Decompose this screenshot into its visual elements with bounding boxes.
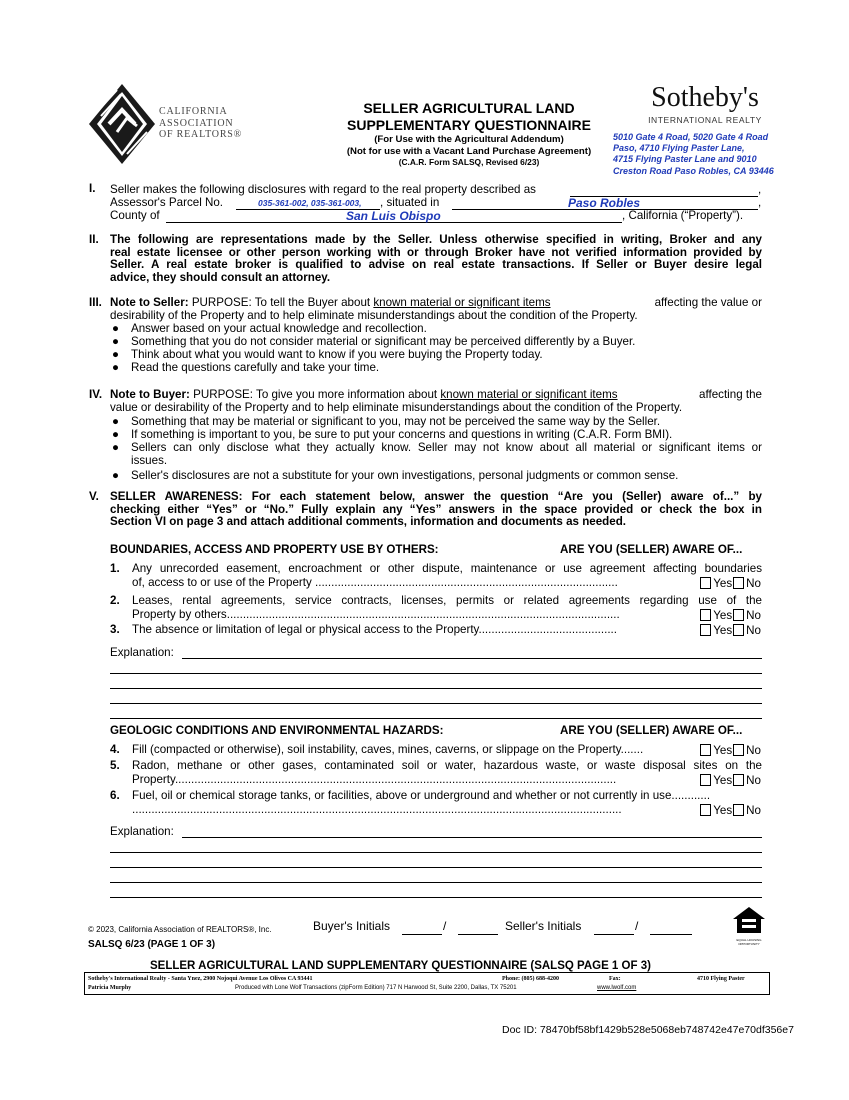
car-logo-line2: ASSOCIATION	[159, 117, 234, 129]
copyright: © 2023, California Association of REALTORS®, Inc.	[88, 925, 272, 934]
subtitle-line2: (Not for use with a Vacant Land Purchase Agreement)	[346, 145, 592, 157]
question-4-yes-checkbox[interactable]	[700, 744, 711, 756]
form-title	[320, 100, 618, 168]
footer-produced-with: Produced with Lone Wolf Transactions (zipForm Edition) 717 N Harwood St, Suite 2200, Dallas, TX 75201	[235, 985, 517, 991]
section-1-line1: Seller makes the following disclosures with regard to the real property described as	[110, 183, 536, 196]
address-line-2: Paso, 4710 Flying Paster Lane,	[613, 143, 745, 154]
explanation-1-line-1[interactable]	[182, 658, 762, 659]
question-6-answer: Yes No	[700, 804, 761, 818]
group-2-aware-heading: ARE YOU (SELLER) AWARE OF...	[560, 724, 743, 737]
seller-initials-field-1[interactable]	[594, 934, 634, 935]
question-5-text-cont: Property.........................................................................................................................................	[132, 774, 617, 786]
question-1-text: Any unrecorded easement, encroachment or other dispute, maintenance or use agreement affecting boundaries	[132, 562, 762, 575]
seller-bullet-2: Something that you do not consider material or significant may be perceived differently by a Buyer.	[131, 335, 636, 348]
address-line-3: 4715 Flying Paster Lane and 9010	[613, 154, 757, 165]
question-2-no-checkbox[interactable]	[733, 609, 744, 621]
buyer-bullet-1: Something that may be material or significant to you, may not be perceived the same way by the Seller.	[131, 415, 661, 428]
question-5-no-checkbox[interactable]	[733, 774, 744, 786]
subtitle-line3: (C.A.R. Form SALSQ, Revised 6/23)	[398, 157, 540, 167]
apn-label: Assessor's Parcel No.	[110, 196, 224, 209]
seller-bullet-4: Read the questions carefully and take your time.	[131, 361, 380, 374]
footer-fax: Fax:	[609, 976, 621, 982]
question-1-no-checkbox[interactable]	[733, 577, 744, 589]
question-5-yes-checkbox[interactable]	[700, 774, 711, 786]
explanation-2-label: Explanation:	[110, 825, 174, 838]
section-3-number: III.	[89, 296, 102, 309]
explanation-1-line-2[interactable]	[110, 673, 762, 674]
section-3-text: Note to Seller: PURPOSE: To tell the Buyer about known material or significant items affecting the value or desirability of the Property and to help eliminate misunderstandings about the condition of the Property.	[110, 296, 762, 322]
california-label: , California (“Property”).	[622, 209, 744, 222]
city-value: Paso Robles	[568, 196, 641, 210]
seller-initials-label: Seller's Initials	[505, 919, 582, 933]
seller-bullet-3: Think about what you would want to know if you were buying the Property today.	[131, 348, 543, 361]
explanation-2-line-5[interactable]	[110, 897, 762, 898]
seller-bullet-1: Answer based on your actual knowledge and recollection.	[131, 322, 427, 335]
footer-info-box	[84, 972, 770, 995]
question-2-text: Leases, rental agreements, service contracts, licenses, permits or related agreements regarding use of the	[132, 594, 762, 607]
footer-property: 4710 Flying Paster	[697, 976, 745, 982]
question-1-answer: Yes No	[700, 577, 761, 591]
brokerage-logo	[630, 82, 780, 126]
seller-initials-field-2[interactable]	[650, 934, 692, 935]
brokerage-name: Sotheby's	[651, 82, 759, 113]
buyer-initials-label: Buyer's Initials	[313, 919, 390, 933]
explanation-1-line-4[interactable]	[110, 703, 762, 704]
buyer-bullet-3-cont: issues.	[131, 454, 168, 467]
situated-label: , situated in	[380, 196, 440, 209]
question-6-yes-checkbox[interactable]	[700, 804, 711, 816]
equal-housing-icon	[732, 906, 766, 934]
car-logo	[87, 82, 267, 167]
group-1-heading: BOUNDARIES, ACCESS AND PROPERTY USE BY OTHERS:	[110, 543, 439, 556]
car-logo-line3: OF REALTORS®	[159, 129, 243, 140]
equal-housing-logo: EQUAL HOUSING OPPORTUNITY	[726, 906, 772, 946]
question-2-text-cont: Property by others..........................................................................................................................	[132, 609, 620, 621]
explanation-2-line-3[interactable]	[110, 867, 762, 868]
brokerage-tagline: INTERNATIONAL REALTY	[648, 115, 762, 125]
footer-brokerage-address: Sotheby's International Realty - Santa Ynez, 2900 Nojoqui Avenue Los Olivos CA 93441	[88, 976, 313, 982]
buyer-initials-field-1[interactable]	[402, 934, 442, 935]
explanation-1-line-3[interactable]	[110, 688, 762, 689]
section-2-text: The following are representations made by the Seller. Unless otherwise specified in writing, Broker and any real estate licensee or other person working with or through Broker have not verified information provided by Seller. A real estate broker is qualified to advise on real estate transactions. If Seller or Buyer desire legal advice, they should consult an attorney.	[110, 233, 762, 284]
explanation-2-line-4[interactable]	[110, 882, 762, 883]
section-2-number: II.	[89, 233, 99, 246]
form-id: SALSQ 6/23 (PAGE 1 OF 3)	[88, 939, 216, 950]
section-5-text: SELLER AWARENESS: For each statement below, answer the question “Are you (Seller) aware of...” by checking either “Yes” or “No.” Fully explain any “Yes” answers in the space provided or check the box in Section VI on page 3 and attach additional comments, information and documents as needed.	[110, 490, 762, 529]
bottom-title: SELLER AGRICULTURAL LAND SUPPLEMENTARY QUESTIONNAIRE (SALSQ PAGE 1 OF 3)	[150, 960, 651, 972]
subtitle-line1: (For Use with the Agricultural Addendum)	[374, 134, 564, 145]
section-5-number: V.	[89, 490, 99, 503]
address-line-1: 5010 Gate 4 Road, 5020 Gate 4 Road	[613, 132, 769, 142]
county-label: County of	[110, 209, 160, 222]
buyer-initials-field-2[interactable]	[458, 934, 498, 935]
car-logo-line1: CALIFORNIA	[159, 106, 228, 117]
apn-value: 035-361-002, 035-361-003,	[258, 198, 362, 208]
footer-phone: Phone: (805) 688-4200	[502, 976, 559, 982]
question-4-text: Fill (compacted or otherwise), soil instability, caves, mines, caverns, or slippage on the Property.......	[132, 744, 644, 756]
question-3-text: The absence or limitation of legal or physical access to the Property...........................................	[132, 624, 617, 636]
question-5-answer: Yes No	[700, 774, 761, 788]
question-3-yes-checkbox[interactable]	[700, 624, 711, 636]
address-line-4: Creston Road Paso Robles, CA 93446	[613, 165, 774, 176]
section-4-text: Note to Buyer: PURPOSE: To give you more information about known material or significant items affecting the value or desirability of the Property and to help eliminate misunderstandings about the condition of the Property.	[110, 388, 762, 414]
buyer-bullet-2: If something is important to you, be sure to put your concerns and questions in writing (C.A.R. Form BMI).	[131, 428, 673, 441]
explanation-2-line-2[interactable]	[110, 852, 762, 853]
car-logo-icon	[87, 82, 157, 166]
question-5-text: Radon, methane or other gases, contaminated soil or water, hazardous waste, or waste disposal sites on the	[132, 759, 762, 772]
section-4-number: IV.	[89, 388, 103, 401]
question-1-text-cont: of, access to or use of the Property ..............................................................................................	[132, 577, 618, 589]
question-4-answer: Yes No	[700, 744, 761, 758]
question-6-text: Fuel, oil or chemical storage tanks, or facilities, above or underground and whether or not currently in use............	[132, 790, 711, 802]
footer-agent-name: Patricia Murphy	[88, 985, 132, 991]
explanation-2-line-1[interactable]	[182, 837, 762, 838]
title-line1: SELLER AGRICULTURAL LAND	[363, 100, 575, 116]
question-2-answer: Yes No	[700, 609, 761, 623]
explanation-1-label: Explanation:	[110, 646, 174, 659]
buyer-bullet-3: Sellers can only disclose what they actually know. Seller may not know about all material or significant items or	[131, 441, 762, 454]
buyer-bullet-4: Seller's disclosures are not a substitute for your own investigations, personal judgments or common sense.	[131, 469, 679, 482]
question-2-yes-checkbox[interactable]	[700, 609, 711, 621]
question-6-no-checkbox[interactable]	[733, 804, 744, 816]
footer-url-link[interactable]: www.lwolf.com	[597, 985, 637, 991]
county-value: San Luis Obispo	[346, 209, 441, 223]
question-3-no-checkbox[interactable]	[733, 624, 744, 636]
question-6-text-cont: ........................................................................................................................................................	[132, 804, 622, 816]
question-1-yes-checkbox[interactable]	[700, 577, 711, 589]
group-2-heading: GEOLOGIC CONDITIONS AND ENVIRONMENTAL HAZARDS:	[110, 724, 444, 737]
question-4-no-checkbox[interactable]	[733, 744, 744, 756]
group-1-aware-heading: ARE YOU (SELLER) AWARE OF...	[560, 543, 743, 556]
property-address-box	[613, 132, 813, 177]
section-1-number: I.	[89, 182, 96, 195]
title-line2: SUPPLEMENTARY QUESTIONNAIRE	[347, 117, 591, 133]
question-3-answer: Yes No	[700, 624, 761, 638]
doc-id: Doc ID: 78470bf58bf1429b528e5068eb748742e47e70df356e7	[502, 1024, 794, 1036]
explanation-1-line-5[interactable]	[110, 718, 762, 719]
